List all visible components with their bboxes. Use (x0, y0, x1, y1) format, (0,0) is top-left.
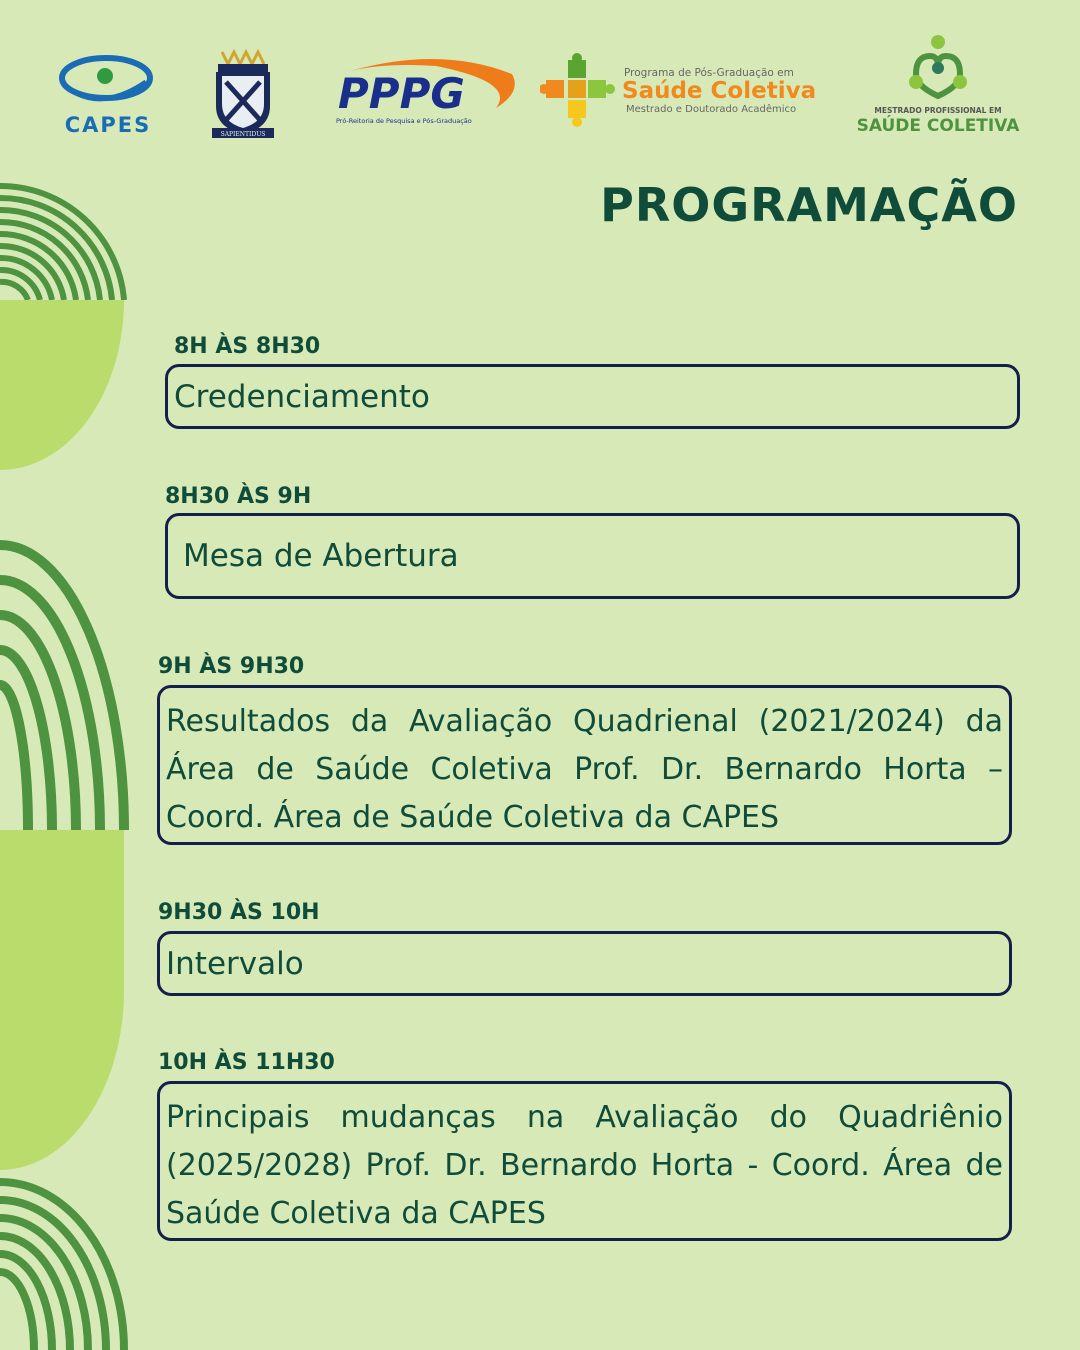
pppg-logo-text: PPPG (338, 69, 465, 118)
mpsc-line2: SAÚDE COLETIVA (856, 116, 1020, 136)
pppg-logo (326, 52, 522, 128)
schedule-time: 8H ÀS 8H30 (174, 334, 321, 359)
capes-logo-icon (58, 42, 158, 138)
mpsc-logo (846, 34, 1030, 138)
schedule-item: Resultados da Avaliação Quadrienal (2021/2024) da Área de Saúde Coletiva Prof. Dr. Bernardo Horta – Coord. Área de Saúde Coletiva da CAPES (157, 685, 1012, 845)
capes-logo-text: CAPES (64, 113, 152, 137)
pppg-logo-subtitle: Pró-Reitoria de Pesquisa e Pós-Graduação (336, 117, 472, 125)
schedule-item: Credenciamento (165, 364, 1020, 429)
university-crest-icon (208, 44, 278, 142)
people-heart-icon (909, 35, 967, 96)
mpsc-line1: MESTRADO PROFISSIONAL EM (874, 106, 1002, 115)
puzzle-icon (540, 53, 615, 127)
capes-logo (58, 42, 158, 138)
page-title: PROGRAMAÇÃO (600, 178, 1018, 232)
crest-motto: SAPIENTIDUS (220, 131, 266, 138)
ppgsc-logo (540, 52, 830, 132)
university-crest (208, 44, 278, 142)
ppgsc-line3: Mestrado e Doutorado Acadêmico (626, 104, 797, 115)
schedule-time: 9H ÀS 9H30 (158, 654, 305, 679)
schedule-time: 9H30 ÀS 10H (158, 900, 320, 925)
decorative-arcs (0, 0, 130, 1350)
schedule-time: 8H30 ÀS 9H (165, 484, 312, 509)
schedule-item: Principais mudanças na Avaliação do Quadriênio (2025/2028) Prof. Dr. Bernardo Horta - Coord. Área de Saúde Coletiva da CAPES (157, 1081, 1012, 1241)
ppgsc-line1: Programa de Pós-Graduação em (624, 67, 794, 79)
ppgsc-line2: Saúde Coletiva (622, 78, 817, 104)
schedule-item: Intervalo (157, 931, 1012, 996)
schedule-item: Mesa de Abertura (165, 513, 1020, 599)
schedule-time: 10H ÀS 11H30 (158, 1050, 335, 1075)
